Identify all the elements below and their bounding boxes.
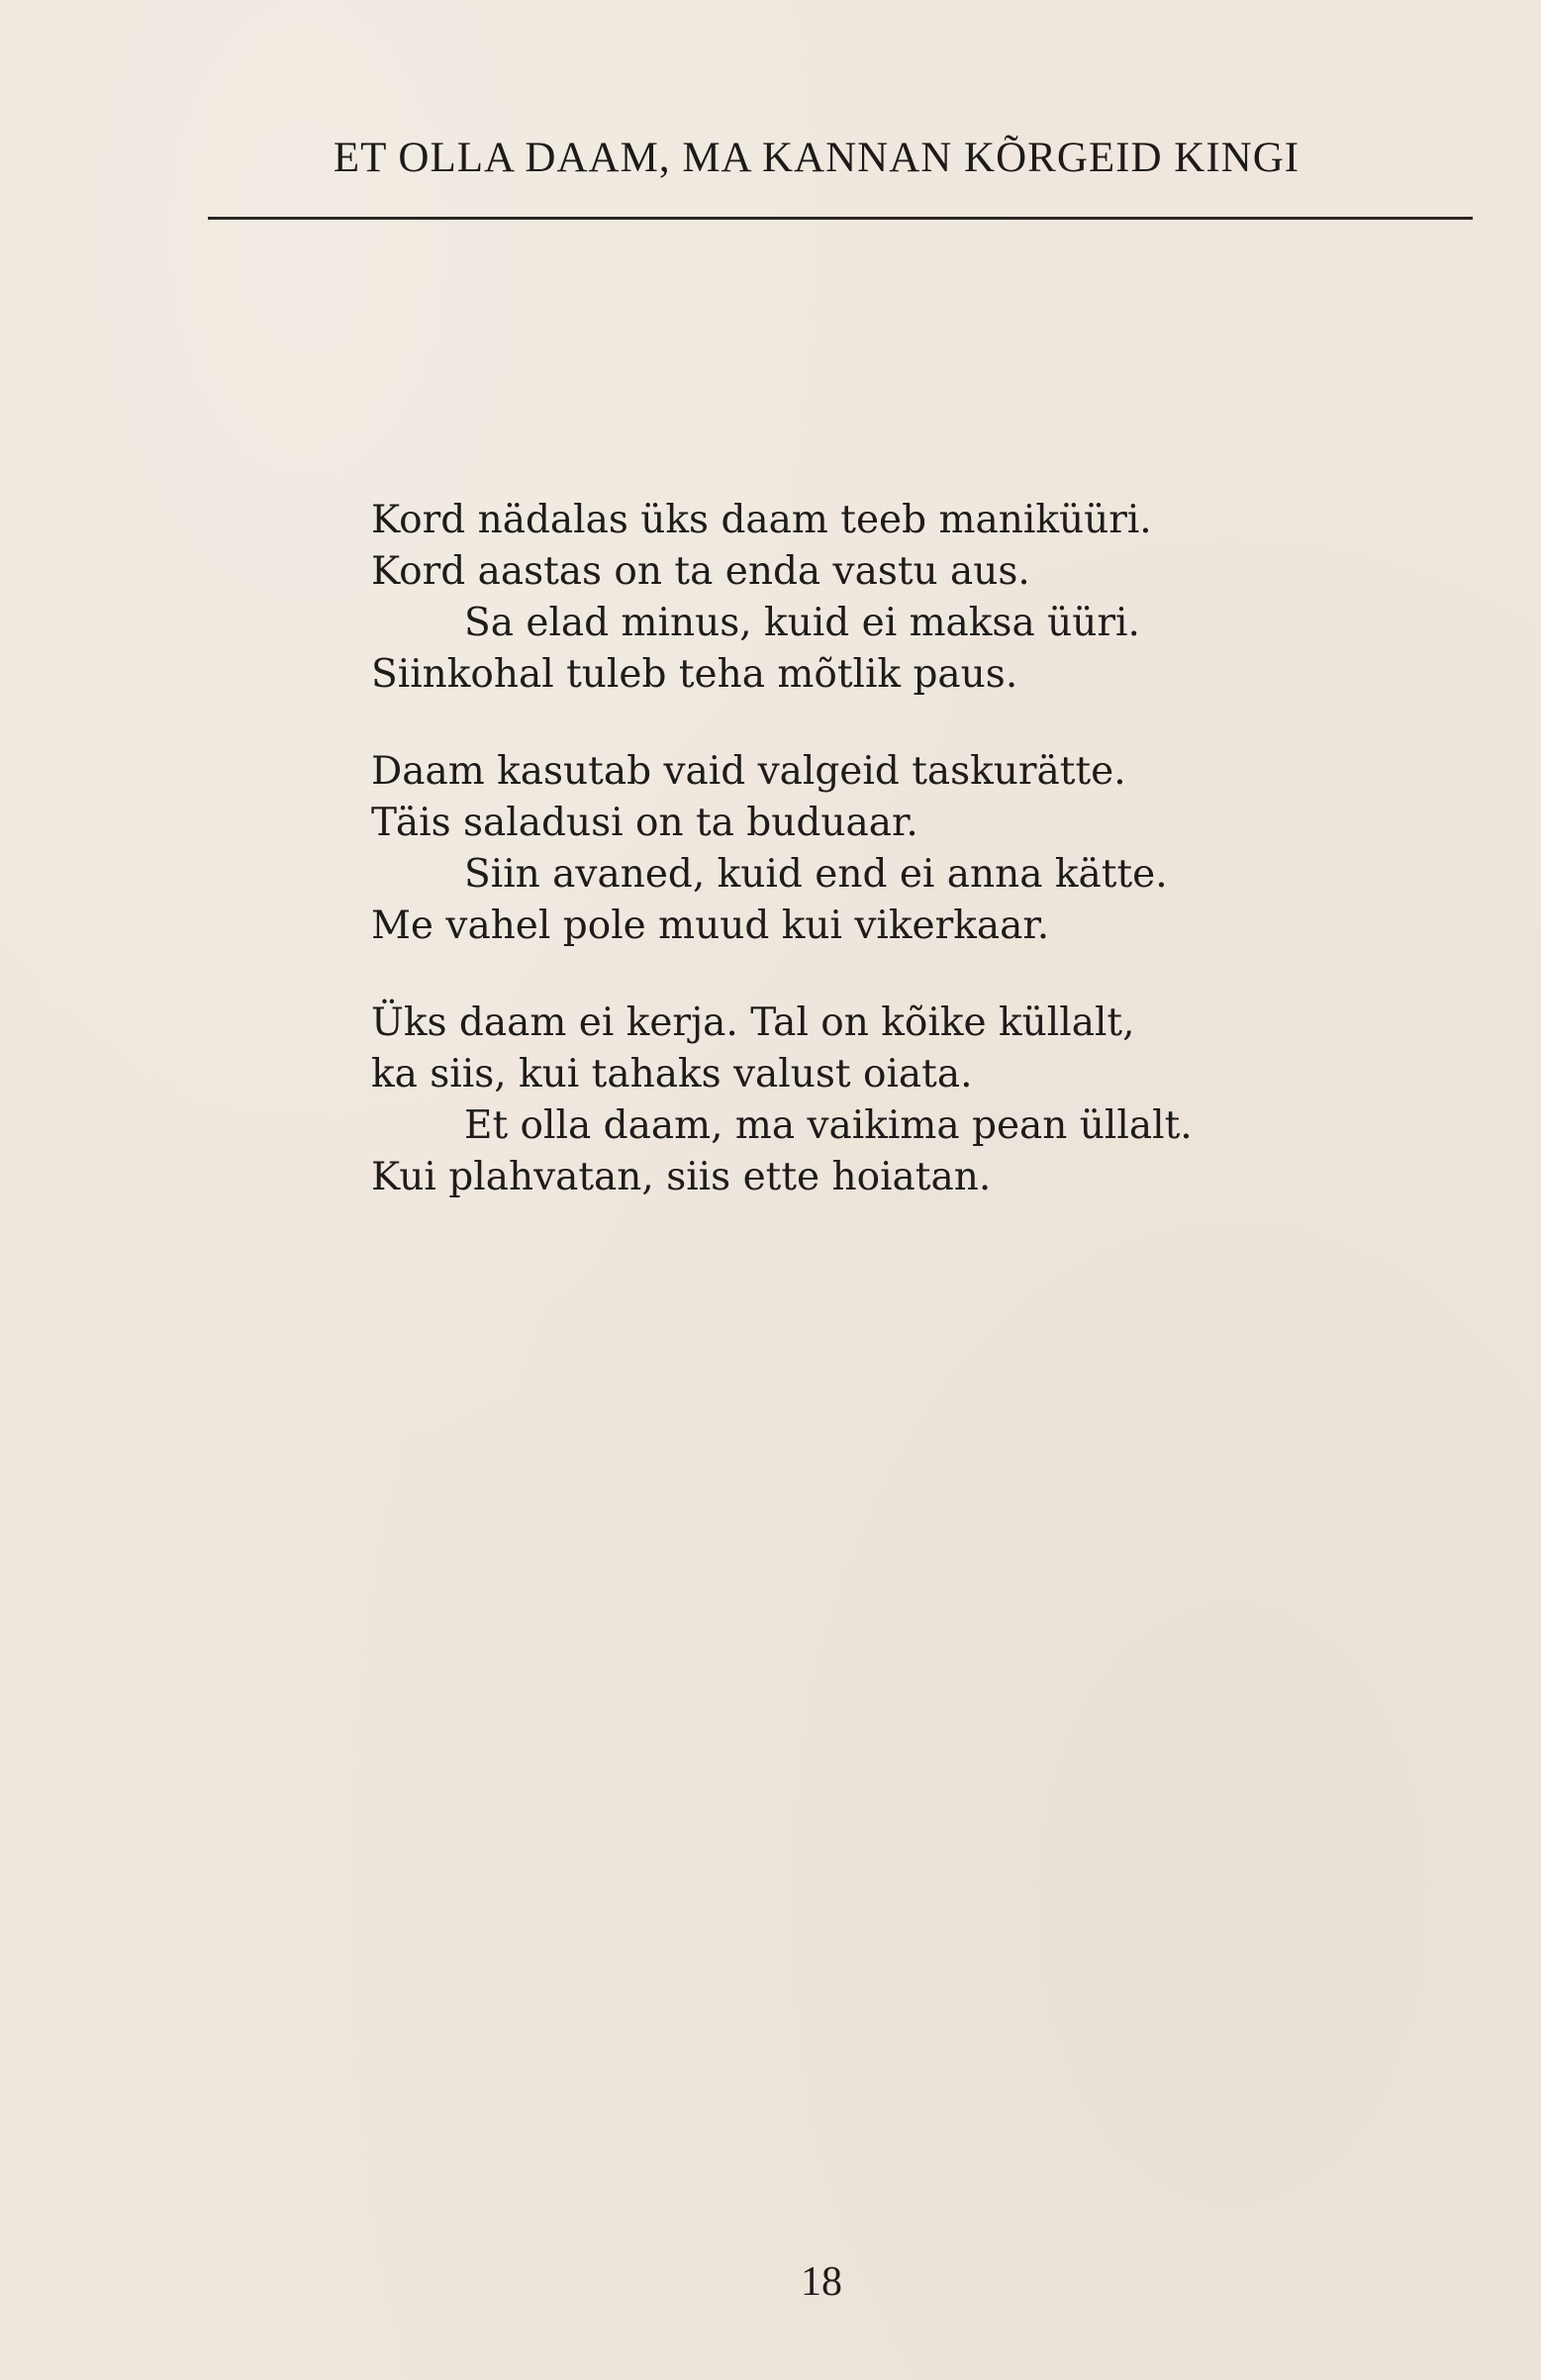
poem-line: ka siis, kui tahaks valust oiata. [371, 1052, 973, 1096]
stanza-3 [371, 998, 1341, 1203]
stanza-1 [371, 495, 1341, 701]
poem-line: Me vahel pole muud kui vikerkaar. [371, 904, 1050, 948]
page-number: 18 [801, 2259, 842, 2305]
poem-line: Siinkohal tuleb teha mõtlik paus. [371, 652, 1018, 697]
poem-line-indented: Siin avaned, kuid end ei anna kätte. [464, 852, 1168, 897]
running-head: ET OLLA DAAM, MA KANNAN KÕRGEID KINGI [333, 135, 1300, 181]
stanza-2 [371, 746, 1341, 952]
poem [371, 495, 1341, 1249]
header-rule [208, 217, 1473, 220]
poem-line: Kord aastas on ta enda vastu aus. [371, 549, 1030, 594]
poem-line: Üks daam ei kerja. Tal on kõike küllalt, [371, 1000, 1135, 1045]
poem-line: Daam kasutab vaid valgeid taskurätte. [371, 749, 1126, 794]
poem-line: Kord nädalas üks daam teeb maniküüri. [371, 498, 1152, 542]
poem-line-indented: Et olla daam, ma vaikima pean üllalt. [464, 1103, 1193, 1148]
poem-line-indented: Sa elad minus, kuid ei maksa üüri. [464, 601, 1140, 645]
poem-line: Täis saladusi on ta buduaar. [371, 801, 918, 845]
poem-line: Kui plahvatan, siis ette hoiatan. [371, 1155, 992, 1199]
